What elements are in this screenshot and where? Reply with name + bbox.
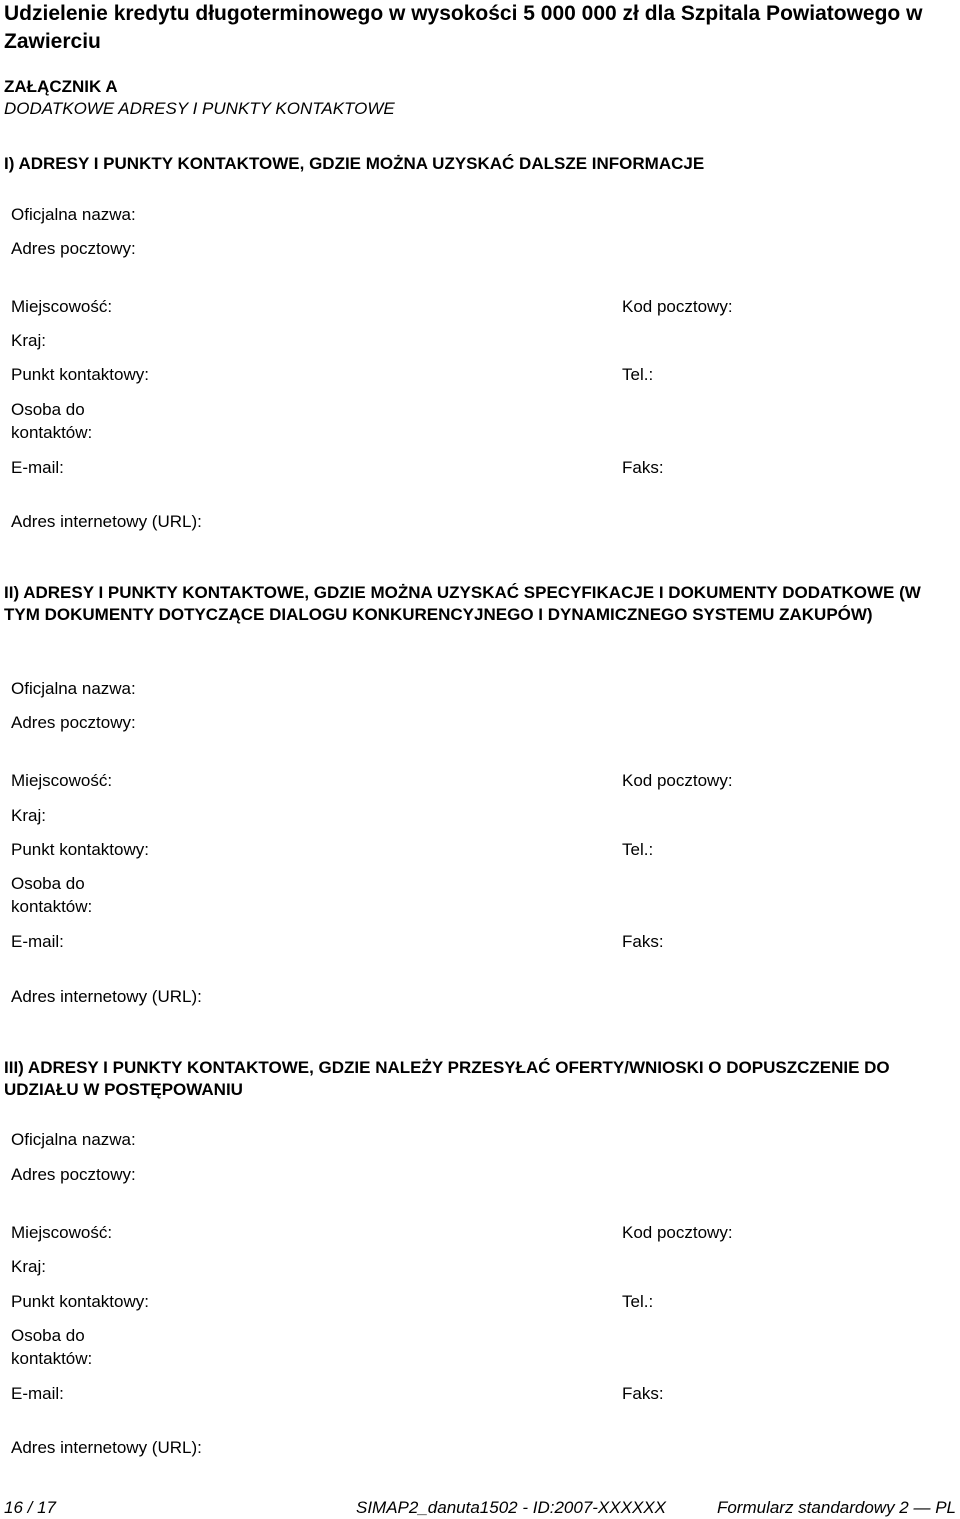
section-3-contact-point-label: Punkt kontaktowy: [11, 1292, 149, 1311]
section-2-postal-code-label: Kod pocztowy: [622, 771, 733, 790]
form-name: Formularz standardowy 2 — PL [716, 1498, 956, 1517]
section-2-contact-point-label: Punkt kontaktowy: [11, 840, 149, 859]
annex-subtitle: DODATKOWE ADRESY I PUNKTY KONTAKTOWE [4, 99, 395, 118]
page-number: 16 / 17 [4, 1498, 56, 1517]
section-3-city-label: Miejscowość: [11, 1223, 113, 1242]
section-3-official-name-label: Oficjalna nazwa: [11, 1130, 136, 1149]
section-2-heading: II) ADRESY I PUNKTY KONTAKTOWE, GDZIE MOŻNA UZYSKAĆ SPECYFIKACJE I DOKUMENTY DODATKOWE (W TYM DOKUMENTY DOTYCZĄCE DIALOGU KONKURENCYJNEGO I DYNAMICZNEGO SYSTEMU ZAKUPÓW) [4, 583, 921, 624]
section-2-phone-label: Tel.: [622, 840, 654, 859]
section-1-url-label: Adres internetowy (URL): [11, 512, 202, 531]
section-1-heading: I) ADRESY I PUNKTY KONTAKTOWE, GDZIE MOŻNA UZYSKAĆ DALSZE INFORMACJE [4, 154, 705, 173]
section-1-country-label: Kraj: [11, 331, 46, 350]
section-1-contact-point-label: Punkt kontaktowy: [11, 365, 149, 384]
section-2-fax-label: Faks: [622, 932, 664, 951]
section-3-fax-label: Faks: [622, 1384, 664, 1403]
section-3-email-label: E-mail: [11, 1384, 64, 1403]
section-3-phone-label: Tel.: [622, 1292, 654, 1311]
section-2-official-name-label: Oficjalna nazwa: [11, 679, 136, 698]
section-1-city-label: Miejscowość: [11, 297, 113, 316]
section-2-contact-person-label-line1: Osoba do [11, 874, 85, 893]
section-2-url-label: Adres internetowy (URL): [11, 987, 202, 1006]
section-1-contact-person-label-line2: kontaktów: [11, 423, 93, 442]
section-3-contact-person-label-line2: kontaktów: [11, 1349, 93, 1368]
section-1-email-label: E-mail: [11, 458, 64, 477]
section-2-postal-address-label: Adres pocztowy: [11, 713, 136, 732]
section-3-country-label: Kraj: [11, 1257, 46, 1276]
section-1-postal-code-label: Kod pocztowy: [622, 297, 733, 316]
section-2-contact-person-label-line2: kontaktów: [11, 897, 93, 916]
document-title: Udzielenie kredytu długoterminowego w wysokości 5 000 000 zł dla Szpitala Powiatowego w Zawierciu [4, 2, 923, 53]
annex-title: ZAŁĄCZNIK A [4, 77, 118, 96]
section-2-country-label: Kraj: [11, 806, 46, 825]
section-1-postal-address-label: Adres pocztowy: [11, 239, 136, 258]
document-id: SIMAP2_danuta1502 - ID:2007-XXXXXX [356, 1498, 666, 1517]
section-1-contact-person-label-line1: Osoba do [11, 400, 85, 419]
section-3-url-label: Adres internetowy (URL): [11, 1438, 202, 1457]
section-1-phone-label: Tel.: [622, 365, 654, 384]
section-2-city-label: Miejscowość: [11, 771, 113, 790]
section-2-email-label: E-mail: [11, 932, 64, 951]
section-1-fax-label: Faks: [622, 458, 664, 477]
section-1-official-name-label: Oficjalna nazwa: [11, 205, 136, 224]
section-3-contact-person-label-line1: Osoba do [11, 1326, 85, 1345]
page-footer [0, 1497, 960, 1519]
section-3-postal-address-label: Adres pocztowy: [11, 1165, 136, 1184]
section-3-postal-code-label: Kod pocztowy: [622, 1223, 733, 1242]
section-3-heading: III) ADRESY I PUNKTY KONTAKTOWE, GDZIE NALEŻY PRZESYŁAĆ OFERTY/WNIOSKI O DOPUSZCZENIE DO UDZIAŁU W POSTĘPOWANIU [4, 1058, 890, 1099]
